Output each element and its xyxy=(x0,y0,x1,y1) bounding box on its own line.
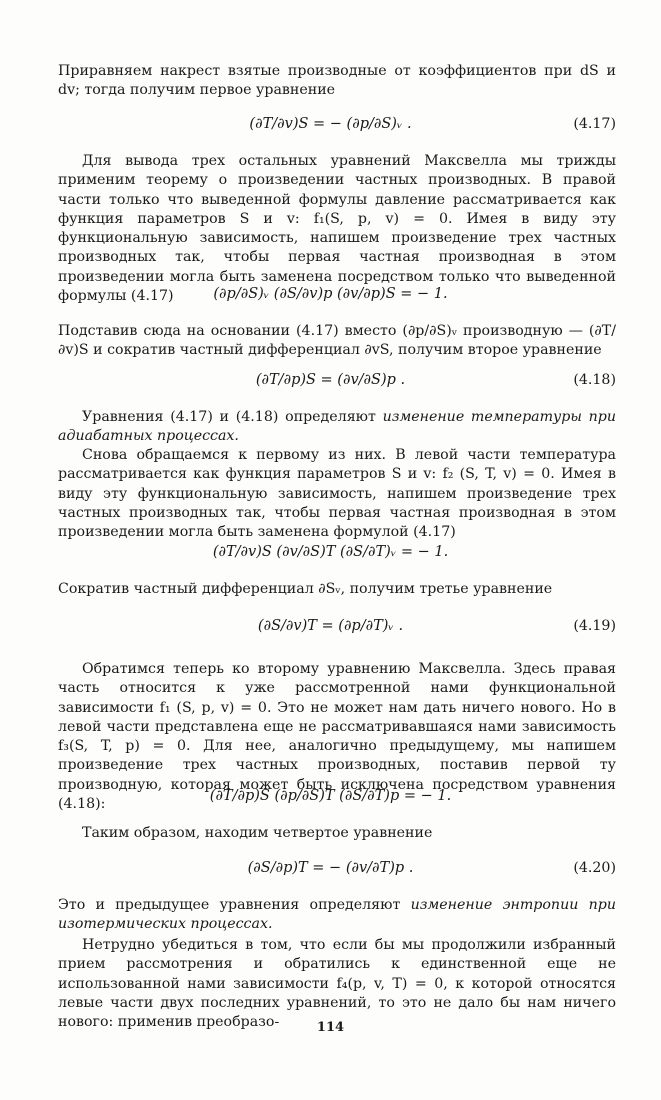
paragraph-7: Обратимся теперь ко второму уравнению Максвелла. Здесь правая часть относится к уже рассмотренной нами функциональной зависимости f₁ (S, p, v) = 0. Это не может нам дать ничего нового. Но в левой части представлена еще не рассматривавшаяся нами зависимость f₃(S, T, p) = 0. Для нее, аналогично предыдущему, мы напишем произведение трех частных производных, поставив первой ту производную, которая может быть исключена посредством уравнения (4.18): xyxy=(58,661,616,813)
equation-product-3 xyxy=(0,786,661,806)
paragraph-1: Приравняем накрест взятые производные от коэффициентов при dS и dv; тогда получим первое уравнение xyxy=(58,63,616,99)
equation-4-17 xyxy=(0,114,661,134)
paragraph-9-text: Это и предыдущее уравнения определяют xyxy=(58,897,411,913)
equation-body: (∂p/∂S)ᵥ (∂S/∂v)p (∂v/∂p)S = − 1. xyxy=(213,286,448,302)
paragraph-10: Нетрудно убедиться в том, что если бы мы продолжили избранный прием рассмотрения и обратились к единственной еще не использованной нами зависимости f₄(p, v, T) = 0, к которой относятся левые части двух последних уравнений, то это не дало бы нам ничего нового: применив преобразо- xyxy=(58,937,616,1031)
equation-body: (∂T/∂p)S (∂p/∂S)T (∂S/∂T)p = − 1. xyxy=(209,788,452,804)
paragraph-4 xyxy=(58,408,616,447)
equation-4-20 xyxy=(0,858,661,878)
equation-product-1 xyxy=(0,284,661,304)
equation-number: (4.19) xyxy=(573,618,616,634)
equation-number: (4.18) xyxy=(573,372,616,388)
equation-body: (∂T/∂p)S = (∂v/∂S)p . xyxy=(255,372,406,388)
equation-number: (4.17) xyxy=(573,116,616,132)
paragraph-9 xyxy=(58,896,616,935)
equation-4-19 xyxy=(0,616,661,636)
equation-body: (∂T/∂v)S (∂v/∂S)T (∂S/∂T)ᵥ = − 1. xyxy=(212,544,449,560)
paragraph-3: Подставив сюда на основании (4.17) вместо (∂p/∂S)ᵥ производную — (∂T/∂v)S и сократив частный дифференциал ∂vS, получим второе уравнение xyxy=(58,323,616,359)
paragraph-6: Сократив частный дифференциал ∂Sᵥ, получим третье уравнение xyxy=(58,581,553,597)
paragraph-4-emphasis: изменение температуры при адиабатных процессах. xyxy=(58,409,616,445)
equation-4-18 xyxy=(0,370,661,390)
paragraph-2: Для вывода трех остальных уравнений Максвелла мы трижды применим теорему о произведении частных производных. В правой части только что выведенной формулы давление рассматривается как функция параметров S и v: f₁(S, p, v) = 0. Имея в виду эту функциональную зависимость, напишем произведение трех частных производных так, чтобы первая частная производная в этом произведении могла быть заменена посредством только что выведенной формулы (4.17) xyxy=(58,153,616,305)
page-number: 114 xyxy=(316,1020,345,1035)
paragraph-4-text: Уравнения (4.17) и (4.18) определяют xyxy=(82,409,383,425)
paragraph-8: Таким образом, находим четвертое уравнение xyxy=(82,825,433,841)
paragraph-5: Снова обращаемся к первому из них. В левой части температура рассматривается как функция параметров S и v: f₂ (S, T, v) = 0. Имея в виду эту функциональную зависимость, напишем произведение трех частных производных так, чтобы первая частная производная в этом произведении могла быть заменена формулой (4.17) xyxy=(58,447,616,541)
equation-number: (4.20) xyxy=(573,860,616,876)
equation-body: (∂S/∂v)T = (∂p/∂T)ᵥ . xyxy=(257,618,404,634)
equation-product-2 xyxy=(0,542,661,562)
equation-body: (∂S/∂p)T = − (∂v/∂T)p . xyxy=(247,860,414,876)
equation-body: (∂T/∂v)S = − (∂p/∂S)ᵥ . xyxy=(249,116,412,132)
paragraph-9-emphasis: изменение энтропии при изотермических процессах. xyxy=(58,897,617,933)
